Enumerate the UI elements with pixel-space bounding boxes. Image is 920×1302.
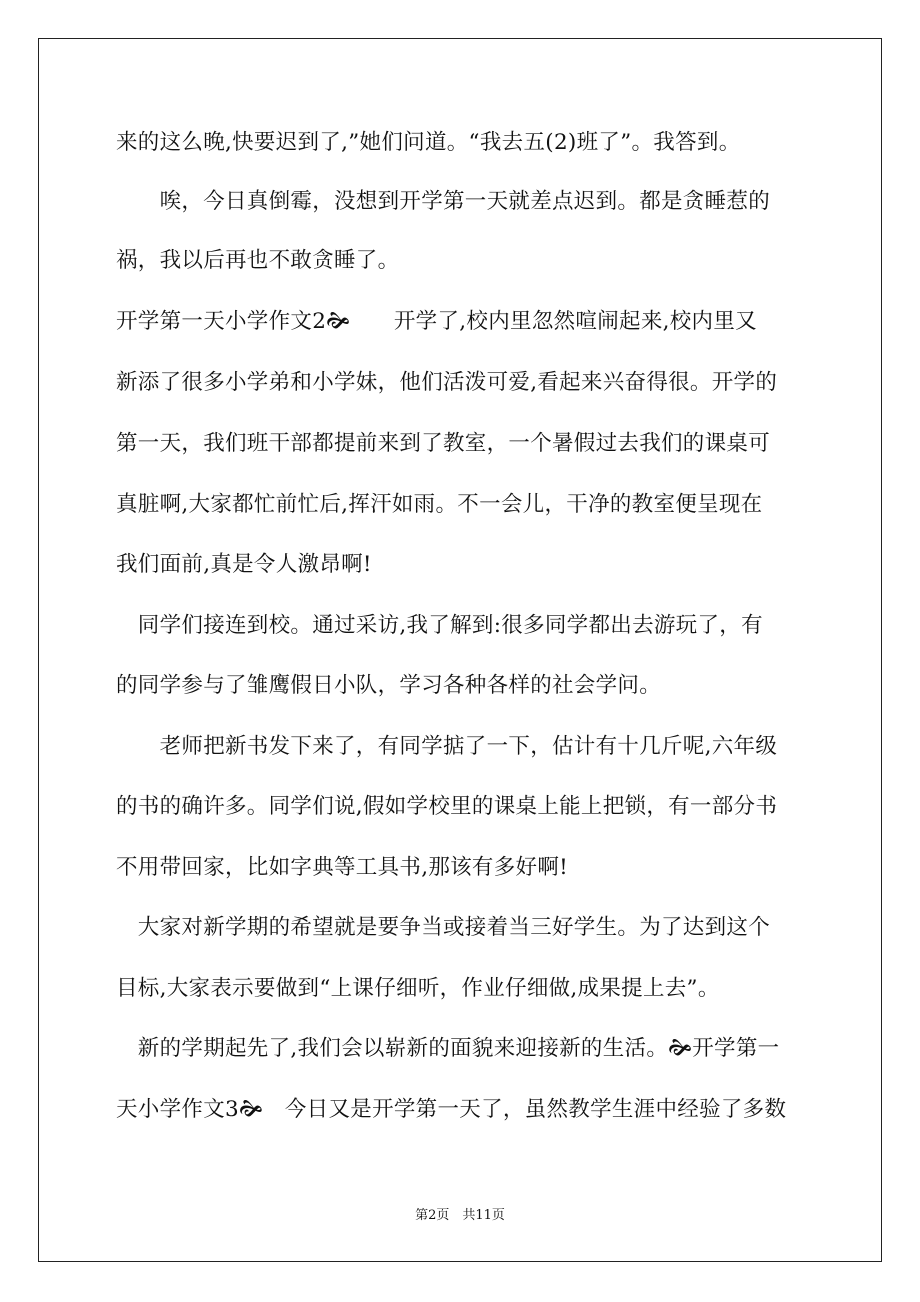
- text-line: 新添了很多小学弟和小学妹，他们活泼可爱,看起来兴奋得很。开学的: [116, 370, 778, 395]
- text-line: 新的学期起先了,我们会以崭新的面貌来迎接新的生活。🙞开学第一: [116, 1036, 780, 1061]
- page-border: [38, 38, 882, 1262]
- text-line: 的同学参与了雏鹰假日小队，学习各种各样的社会学问。: [116, 673, 662, 698]
- text-line: 祸，我以后再也不敢贪睡了。: [116, 248, 400, 273]
- text-line: 的书的确许多。同学们说,假如学校里的课桌上能上把锁，有一部分书: [116, 794, 778, 819]
- text-line: 我们面前,真是令人激昂啊!: [116, 552, 372, 577]
- text-line: 天小学作文3🙞 今日又是开学第一天了，虽然教学生涯中经验了多数: [116, 1097, 787, 1122]
- text-line: 第一天，我们班干部都提前来到了教室，一个暑假过去我们的课桌可: [116, 431, 771, 456]
- text-line: 来的这么晚,快要迟到了,”她们问道。“我去五(2)班了”。我答到。: [116, 130, 741, 155]
- text-line: 大家对新学期的希望就是要争当或接着当三好学生。为了达到这个: [116, 915, 771, 940]
- text-line: 开学第一天小学作文2🙞 开学了,校内里忽然喧闹起来,校内里又: [116, 309, 757, 334]
- text-line: 真脏啊,大家都忙前忙后,挥汗如雨。不一会儿，干净的教室便呈现在: [116, 492, 763, 517]
- text-line: 老师把新书发下来了，有同学掂了一下，估计有十几斤呢,六年级: [116, 734, 778, 759]
- page-footer: 第2页 共11页: [415, 1208, 505, 1223]
- text-line: 不用带回家，比如字典等工具书,那该有多好啊!: [116, 855, 569, 880]
- text-line: 同学们接连到校。通过采访,我了解到:很多同学都出去游玩了，有: [116, 613, 763, 638]
- text-line: 目标,大家表示要做到“上课仔细听，作业仔细做,成果提上去”。: [116, 976, 720, 1001]
- text-line: 唉，今日真倒霉，没想到开学第一天就差点迟到。都是贪睡惹的: [116, 189, 771, 214]
